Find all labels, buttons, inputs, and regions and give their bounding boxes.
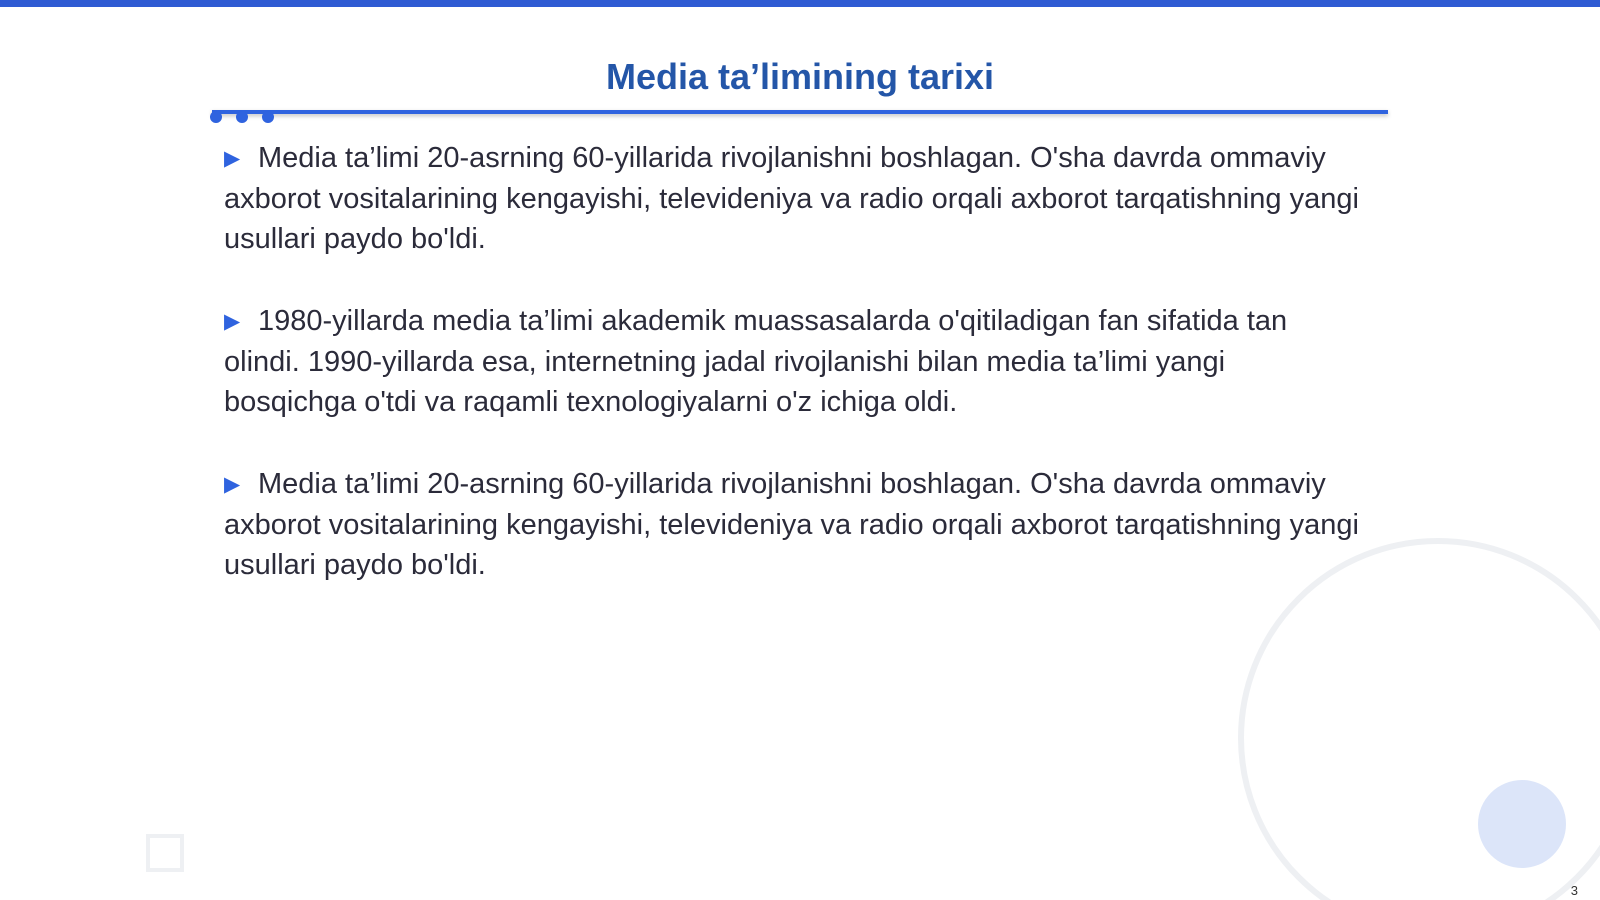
dot-icon [210,111,222,123]
bullet-paragraph [224,464,1364,585]
bullet-list [224,138,1364,627]
dot-icon [262,111,274,123]
slide-title: Media ta’limining tarixi [605,56,995,97]
decorative-dots [210,111,280,125]
triangle-right-icon: ▶ [224,473,241,496]
bullet-text: Media ta’limi 20-asrning 60-yillarida rivojlanishni boshlagan. O'sha davrda ommaviy axborot vositalarining kengayishi, televideniya va radio orqali axborot tarqatishning yangi usullari paydo bo'ldi. [224,468,1359,581]
bullet-paragraph [224,138,1364,259]
dot-icon [236,111,248,123]
bullet-paragraph [224,301,1364,422]
bullet-text: Media ta’limi 20-asrning 60-yillarida rivojlanishni boshlagan. O'sha davrda ommaviy axborot vositalarining kengayishi, televideniya va radio orqali axborot tarqatishning yangi usullari paydo bo'ldi. [224,142,1359,255]
page-number: 3 [1570,883,1578,898]
decorative-circle [1478,780,1566,868]
top-accent-bar [0,0,1600,7]
bullet-text: 1980-yillarda media ta’limi akademik muassasalarda o'qitiladigan fan sifatida tan olindi. 1990-yillarda esa, internetning jadal rivojlanishi bilan media ta’limi yangi bosqichga o'tdi va raqamli texnologiyalarni o'z ichiga oldi. [224,305,1288,418]
title-underline [212,110,1388,114]
decorative-square [146,834,184,872]
triangle-right-icon: ▶ [224,310,241,333]
triangle-right-icon: ▶ [224,147,241,170]
